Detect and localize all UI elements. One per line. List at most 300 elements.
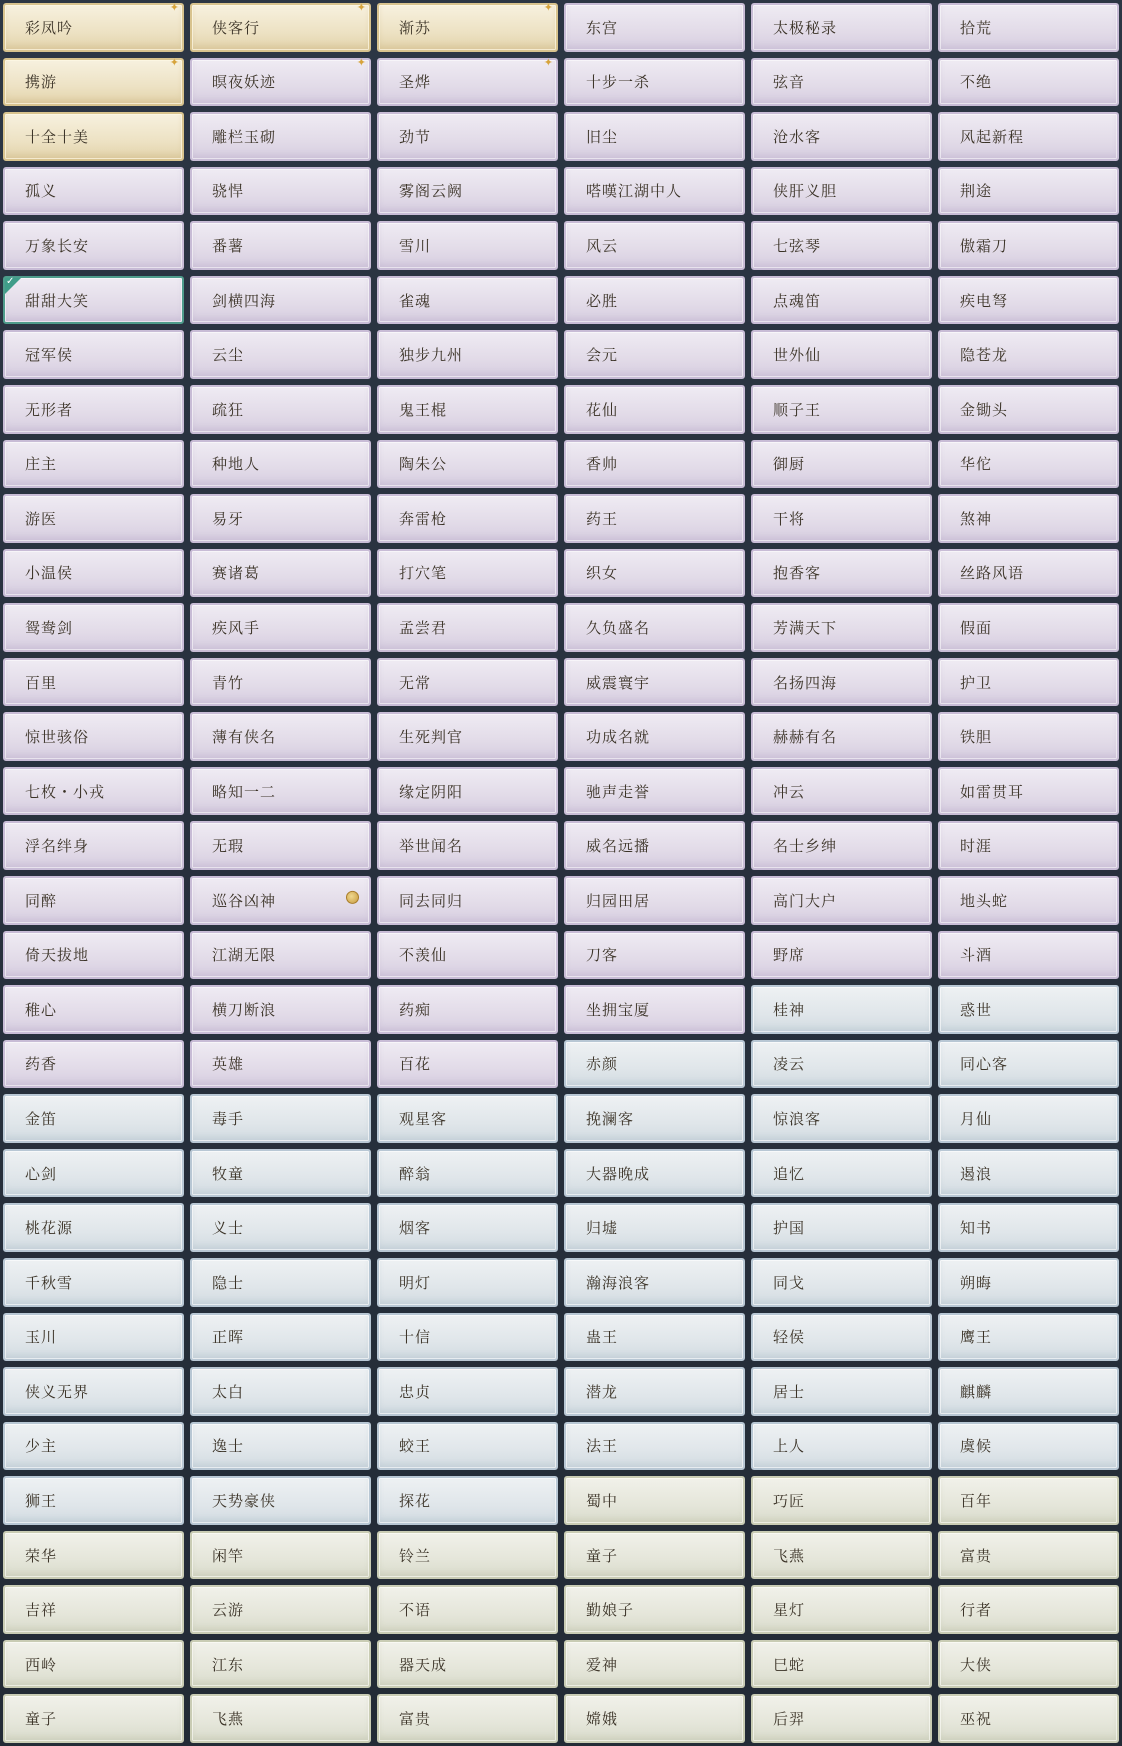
title-label: 威名远播: [586, 837, 651, 856]
title-label: 庄主: [25, 455, 58, 474]
title-label: 护卫: [960, 673, 993, 692]
title-label: 冲云: [773, 782, 806, 801]
title-card[interactable]: [938, 658, 1119, 707]
title-card[interactable]: [938, 931, 1119, 980]
title-card[interactable]: [751, 1694, 932, 1743]
title-label: 稚心: [25, 1000, 58, 1019]
title-label: 孤义: [25, 182, 58, 201]
title-label: 正晖: [212, 1328, 245, 1347]
title-label: 无常: [399, 673, 432, 692]
title-card[interactable]: [564, 167, 745, 216]
title-card[interactable]: [938, 167, 1119, 216]
title-label: 威震寰宇: [586, 673, 651, 692]
title-label: 疾风手: [212, 618, 261, 637]
title-card[interactable]: [938, 3, 1119, 52]
title-card[interactable]: [377, 385, 558, 434]
title-card[interactable]: [377, 1258, 558, 1307]
title-card[interactable]: [3, 1694, 184, 1743]
title-label: 牧童: [212, 1164, 245, 1183]
title-label: 顺子王: [773, 400, 822, 419]
title-label: 忠贞: [399, 1382, 432, 1401]
title-card[interactable]: [751, 821, 932, 870]
title-label: 青竹: [212, 673, 245, 692]
title-card[interactable]: [377, 1203, 558, 1252]
title-card[interactable]: [751, 58, 932, 107]
title-label: 赛诸葛: [212, 564, 261, 583]
title-label: 惑世: [960, 1000, 993, 1019]
title-card[interactable]: [190, 55, 371, 107]
title-card[interactable]: [190, 985, 371, 1034]
title-card[interactable]: [938, 330, 1119, 379]
title-card[interactable]: [377, 55, 558, 107]
title-label: 百年: [960, 1491, 993, 1510]
title-card[interactable]: [377, 1640, 558, 1689]
title-card[interactable]: [564, 1531, 745, 1580]
title-card[interactable]: [377, 1313, 558, 1362]
title-card[interactable]: [190, 440, 371, 489]
title-card[interactable]: [564, 931, 745, 980]
title-label: 缘定阴阳: [399, 782, 464, 801]
title-card[interactable]: [377, 1422, 558, 1471]
star-icon: ✦: [543, 55, 554, 69]
title-card[interactable]: [3, 985, 184, 1034]
title-card[interactable]: [938, 603, 1119, 652]
title-label: 童子: [25, 1710, 58, 1729]
title-card[interactable]: [751, 1585, 932, 1634]
title-card[interactable]: [751, 1094, 932, 1143]
title-card[interactable]: [938, 1203, 1119, 1252]
title-card[interactable]: [938, 821, 1119, 870]
title-card[interactable]: [190, 876, 371, 925]
title-card[interactable]: [3, 167, 184, 216]
title-card[interactable]: [564, 821, 745, 870]
title-label: 云尘: [212, 346, 245, 365]
title-card[interactable]: [190, 1203, 371, 1252]
title-label: 轻侯: [773, 1328, 806, 1347]
title-card[interactable]: [938, 549, 1119, 598]
title-card[interactable]: [751, 330, 932, 379]
title-card[interactable]: [377, 712, 558, 761]
title-card[interactable]: [3, 1203, 184, 1252]
title-label: 抱香客: [773, 564, 822, 583]
title-card[interactable]: [3, 1422, 184, 1471]
title-card[interactable]: [377, 931, 558, 980]
title-card[interactable]: [377, 603, 558, 652]
title-card[interactable]: [3, 3, 184, 52]
title-card[interactable]: [190, 658, 371, 707]
title-card[interactable]: [564, 712, 745, 761]
title-card[interactable]: [377, 1149, 558, 1198]
title-label: 拾荒: [960, 18, 993, 37]
title-card[interactable]: [377, 549, 558, 598]
title-card[interactable]: [751, 385, 932, 434]
title-card[interactable]: [751, 1149, 932, 1198]
title-card[interactable]: [3, 1040, 184, 1089]
title-label: 横刀断浪: [212, 1000, 277, 1019]
title-card[interactable]: [938, 112, 1119, 161]
title-label: 干将: [773, 509, 806, 528]
title-card[interactable]: [190, 1040, 371, 1089]
check-icon: ✓: [5, 278, 21, 294]
title-card[interactable]: [3, 1094, 184, 1143]
title-card[interactable]: [751, 658, 932, 707]
title-card[interactable]: [938, 494, 1119, 543]
title-label: 芳满天下: [773, 618, 838, 637]
title-card[interactable]: [564, 1585, 745, 1634]
title-label: 归园田居: [586, 891, 651, 910]
title-card[interactable]: [564, 876, 745, 925]
title-card[interactable]: [377, 821, 558, 870]
title-card[interactable]: [190, 603, 371, 652]
title-card[interactable]: [3, 112, 184, 161]
title-label: 惊世骇俗: [25, 728, 90, 747]
title-card[interactable]: [377, 1694, 558, 1743]
title-card[interactable]: [564, 1476, 745, 1525]
title-label: 蛟王: [399, 1437, 432, 1456]
title-label: 逸士: [212, 1437, 245, 1456]
title-label: 如雷贯耳: [960, 782, 1025, 801]
title-label: 必胜: [586, 291, 619, 310]
title-card[interactable]: [938, 385, 1119, 434]
title-card[interactable]: [377, 1476, 558, 1525]
title-label: 举世闻名: [399, 837, 464, 856]
title-card[interactable]: [377, 3, 558, 52]
title-label: 冠军侯: [25, 346, 74, 365]
title-card[interactable]: [3, 712, 184, 761]
title-card[interactable]: [564, 1258, 745, 1307]
title-card[interactable]: [377, 494, 558, 543]
title-label: 巧匠: [773, 1491, 806, 1510]
title-label: 同醉: [25, 891, 58, 910]
title-card[interactable]: [564, 1640, 745, 1689]
title-card[interactable]: [190, 1531, 371, 1580]
title-card[interactable]: [3, 276, 184, 325]
title-label: 义士: [212, 1219, 245, 1238]
title-label: 地头蛇: [960, 891, 1009, 910]
title-label: 行者: [960, 1601, 993, 1620]
title-card[interactable]: [751, 221, 932, 270]
title-label: 天势豪侠: [212, 1491, 277, 1510]
title-card[interactable]: [938, 1585, 1119, 1634]
title-card[interactable]: [564, 330, 745, 379]
title-label: 药王: [586, 509, 619, 528]
title-card[interactable]: [377, 767, 558, 816]
title-card[interactable]: [751, 876, 932, 925]
title-card[interactable]: [190, 1367, 371, 1416]
title-card[interactable]: [938, 1149, 1119, 1198]
title-card[interactable]: [938, 876, 1119, 925]
title-label: 药香: [25, 1055, 58, 1074]
title-card[interactable]: [190, 112, 371, 161]
title-card[interactable]: [938, 985, 1119, 1034]
title-label: 狮王: [25, 1491, 58, 1510]
title-card[interactable]: [751, 549, 932, 598]
title-label: 大侠: [960, 1655, 993, 1674]
title-card[interactable]: [377, 1531, 558, 1580]
title-card[interactable]: [564, 1694, 745, 1743]
title-card[interactable]: [751, 3, 932, 52]
title-card[interactable]: [190, 385, 371, 434]
title-card[interactable]: [3, 1476, 184, 1525]
title-label: 侠客行: [212, 18, 261, 37]
title-label: 会元: [586, 346, 619, 365]
title-card[interactable]: [564, 985, 745, 1034]
title-label: 奔雷枪: [399, 509, 448, 528]
title-card[interactable]: [938, 1531, 1119, 1580]
title-label: 江湖无限: [212, 946, 277, 965]
title-card[interactable]: [3, 330, 184, 379]
title-card[interactable]: [3, 821, 184, 870]
title-card[interactable]: [3, 1149, 184, 1198]
title-label: 名士乡绅: [773, 837, 838, 856]
title-card[interactable]: [3, 494, 184, 543]
title-label: 鸳鸯剑: [25, 618, 74, 637]
title-card[interactable]: [377, 1040, 558, 1089]
title-label: 花仙: [586, 400, 619, 419]
title-card[interactable]: [938, 221, 1119, 270]
title-card[interactable]: [564, 1422, 745, 1471]
title-label: 飞燕: [773, 1546, 806, 1565]
title-card[interactable]: [751, 167, 932, 216]
title-label: 久负盛名: [586, 618, 651, 637]
title-label: 雾阁云阙: [399, 182, 464, 201]
title-card[interactable]: [751, 1640, 932, 1689]
title-label: 铁胆: [960, 728, 993, 747]
title-card[interactable]: [564, 658, 745, 707]
title-card[interactable]: [564, 58, 745, 107]
title-label: 易牙: [212, 509, 245, 528]
title-card[interactable]: [377, 167, 558, 216]
title-label: 七弦琴: [773, 237, 822, 256]
title-label: 圣烨: [399, 73, 432, 92]
title-label: 傲霜刀: [960, 237, 1009, 256]
title-card[interactable]: [751, 603, 932, 652]
title-label: 携游: [25, 73, 58, 92]
title-card[interactable]: [190, 330, 371, 379]
title-label: 织女: [586, 564, 619, 583]
title-card[interactable]: [751, 1040, 932, 1089]
title-label: 法王: [586, 1437, 619, 1456]
title-card[interactable]: [190, 1313, 371, 1362]
title-card[interactable]: [564, 3, 745, 52]
title-label: 巳蛇: [773, 1655, 806, 1674]
title-label: 高门大户: [773, 891, 838, 910]
title-label: 百里: [25, 673, 58, 692]
title-card[interactable]: [938, 1313, 1119, 1362]
title-label: 童子: [586, 1546, 619, 1565]
title-card[interactable]: [377, 1585, 558, 1634]
title-card[interactable]: [938, 767, 1119, 816]
title-card[interactable]: [377, 276, 558, 325]
title-card[interactable]: [3, 1585, 184, 1634]
title-card[interactable]: [190, 1422, 371, 1471]
title-label: 云游: [212, 1601, 245, 1620]
title-card[interactable]: [190, 167, 371, 216]
title-card[interactable]: [377, 440, 558, 489]
title-card[interactable]: [564, 603, 745, 652]
title-label: 虞候: [960, 1437, 993, 1456]
title-card[interactable]: [190, 1149, 371, 1198]
title-card[interactable]: [190, 712, 371, 761]
title-card[interactable]: [938, 1422, 1119, 1471]
title-card[interactable]: [3, 440, 184, 489]
title-label: 隐士: [212, 1273, 245, 1292]
title-card[interactable]: [190, 276, 371, 325]
title-card[interactable]: [190, 1094, 371, 1143]
title-card[interactable]: [938, 1694, 1119, 1743]
title-card[interactable]: [938, 1094, 1119, 1143]
title-card[interactable]: [377, 658, 558, 707]
title-card[interactable]: [751, 1367, 932, 1416]
title-card[interactable]: [3, 549, 184, 598]
title-label: 归墟: [586, 1219, 619, 1238]
title-card[interactable]: [938, 276, 1119, 325]
title-label: 无瑕: [212, 837, 245, 856]
title-card[interactable]: [190, 1694, 371, 1743]
title-card[interactable]: [564, 549, 745, 598]
title-card[interactable]: [938, 1640, 1119, 1689]
title-card[interactable]: [564, 1367, 745, 1416]
title-card[interactable]: [751, 276, 932, 325]
title-card[interactable]: [938, 712, 1119, 761]
title-label: 独步九州: [399, 346, 464, 365]
title-card[interactable]: [377, 876, 558, 925]
title-label: 香帅: [586, 455, 619, 474]
title-label: 同戈: [773, 1273, 806, 1292]
title-label: 疾电弩: [960, 291, 1009, 310]
title-card[interactable]: [564, 221, 745, 270]
title-card[interactable]: [564, 494, 745, 543]
title-card[interactable]: [938, 440, 1119, 489]
title-card[interactable]: [751, 1258, 932, 1307]
title-card[interactable]: [564, 112, 745, 161]
title-label: 种地人: [212, 455, 261, 474]
title-card[interactable]: [3, 603, 184, 652]
title-card[interactable]: [751, 767, 932, 816]
title-label: 英雄: [212, 1055, 245, 1074]
title-label: 时涯: [960, 837, 993, 856]
title-label: 麒麟: [960, 1382, 993, 1401]
title-card[interactable]: [751, 931, 932, 980]
title-card[interactable]: [564, 1094, 745, 1143]
title-label: 探花: [399, 1491, 432, 1510]
title-label: 番薯: [212, 237, 245, 256]
title-label: 刀客: [586, 946, 619, 965]
title-label: 不语: [399, 1601, 432, 1620]
title-card[interactable]: [3, 221, 184, 270]
title-card[interactable]: [3, 1313, 184, 1362]
title-card[interactable]: [3, 931, 184, 980]
title-card[interactable]: [751, 440, 932, 489]
title-card[interactable]: [564, 385, 745, 434]
title-card[interactable]: [3, 767, 184, 816]
title-card[interactable]: [190, 3, 371, 52]
title-card[interactable]: [3, 1367, 184, 1416]
title-card[interactable]: [190, 1258, 371, 1307]
title-label: 大器晚成: [586, 1164, 651, 1183]
title-label: 蜀中: [586, 1491, 619, 1510]
title-card[interactable]: [377, 985, 558, 1034]
title-label: 吉祥: [25, 1601, 58, 1620]
title-label: 假面: [960, 618, 993, 637]
title-label: 居士: [773, 1382, 806, 1401]
title-label: 侠义无界: [25, 1382, 90, 1401]
title-label: 点魂笛: [773, 291, 822, 310]
title-card[interactable]: [3, 876, 184, 925]
title-card[interactable]: [938, 1476, 1119, 1525]
title-card[interactable]: [377, 330, 558, 379]
title-card[interactable]: [190, 549, 371, 598]
title-card[interactable]: [751, 985, 932, 1034]
title-label: 生死判官: [399, 728, 464, 747]
title-label: 孟尝君: [399, 618, 448, 637]
title-label: 心剑: [25, 1164, 58, 1183]
title-label: 煞神: [960, 509, 993, 528]
title-card[interactable]: [751, 1476, 932, 1525]
title-label: 疏狂: [212, 400, 245, 419]
title-card[interactable]: [938, 58, 1119, 107]
title-card[interactable]: [751, 1422, 932, 1471]
title-label: 明灯: [399, 1273, 432, 1292]
title-card[interactable]: [190, 821, 371, 870]
title-label: 鹰王: [960, 1328, 993, 1347]
title-card[interactable]: [938, 1367, 1119, 1416]
title-card[interactable]: [3, 658, 184, 707]
title-card[interactable]: [377, 1367, 558, 1416]
title-card[interactable]: [751, 1313, 932, 1362]
title-label: 巫祝: [960, 1710, 993, 1729]
title-card[interactable]: [190, 221, 371, 270]
title-label: 彩凤吟: [25, 18, 74, 37]
title-card[interactable]: [3, 55, 184, 107]
title-card[interactable]: [377, 221, 558, 270]
title-card[interactable]: [751, 112, 932, 161]
title-label: 知书: [960, 1219, 993, 1238]
title-card[interactable]: [190, 1640, 371, 1689]
title-card[interactable]: [564, 440, 745, 489]
title-card[interactable]: [751, 712, 932, 761]
title-card[interactable]: [564, 1313, 745, 1362]
title-card[interactable]: [3, 1531, 184, 1580]
star-icon: ✦: [356, 1, 367, 14]
title-card[interactable]: [190, 494, 371, 543]
title-card[interactable]: [564, 767, 745, 816]
title-card[interactable]: [564, 1149, 745, 1198]
title-card[interactable]: [938, 1258, 1119, 1307]
title-card[interactable]: [3, 1640, 184, 1689]
title-card[interactable]: [190, 1476, 371, 1525]
title-label: 星灯: [773, 1601, 806, 1620]
title-card[interactable]: [751, 494, 932, 543]
title-card[interactable]: [564, 1040, 745, 1089]
title-label: 风云: [586, 237, 619, 256]
title-label: 富贵: [960, 1546, 993, 1565]
title-card[interactable]: [3, 385, 184, 434]
title-card[interactable]: [751, 1531, 932, 1580]
title-card[interactable]: [190, 1585, 371, 1634]
title-card[interactable]: [564, 276, 745, 325]
title-card[interactable]: [938, 1040, 1119, 1089]
title-card[interactable]: [377, 112, 558, 161]
title-card[interactable]: [751, 1203, 932, 1252]
title-label: 七枚・小戎: [25, 782, 106, 801]
title-card[interactable]: [190, 931, 371, 980]
title-label: 护国: [773, 1219, 806, 1238]
title-card[interactable]: [3, 1258, 184, 1307]
title-card[interactable]: [564, 1203, 745, 1252]
title-card[interactable]: [377, 1094, 558, 1143]
title-card[interactable]: [190, 767, 371, 816]
